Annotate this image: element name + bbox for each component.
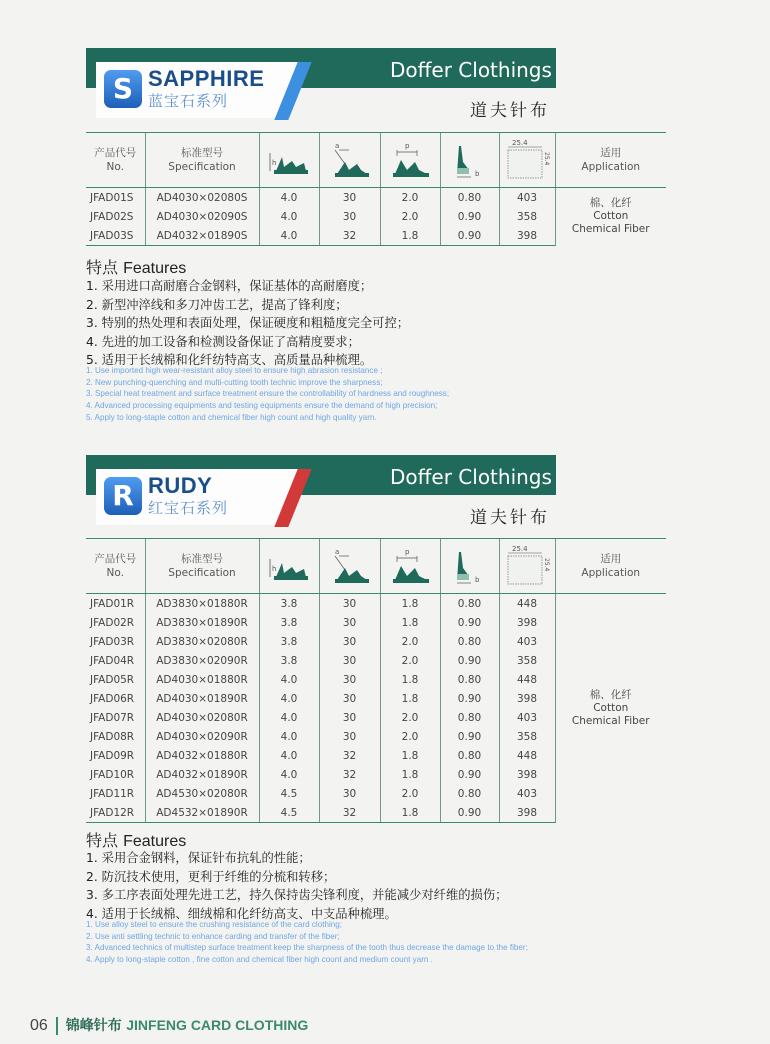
features-heading: 特点 Features bbox=[86, 831, 187, 850]
cell-b: 0.80 bbox=[440, 594, 499, 614]
cell-density: 358 bbox=[499, 651, 555, 670]
cell-h: 4.0 bbox=[259, 670, 319, 689]
features-cn-list bbox=[86, 849, 507, 923]
sapphire-logo-icon: S bbox=[104, 70, 142, 108]
feature-item: 1. 采用合金钢料，保证针布抗轧的性能； bbox=[86, 851, 311, 865]
page-title-cn: 道夫针布 bbox=[470, 508, 550, 528]
cell-spec: AD3830×01880R bbox=[145, 594, 259, 614]
cell-code: JFAD02S bbox=[90, 210, 134, 223]
cell-density: 358 bbox=[499, 207, 555, 226]
table-row bbox=[86, 594, 666, 614]
cell-density: 398 bbox=[499, 613, 555, 632]
page-footer bbox=[30, 1015, 308, 1035]
cell-a: 30 bbox=[319, 651, 380, 670]
cell-b: 0.80 bbox=[440, 632, 499, 651]
cell-h: 3.8 bbox=[259, 632, 319, 651]
svg-text:b: b bbox=[474, 170, 479, 178]
cell-density: 448 bbox=[499, 746, 555, 765]
feature-item: 1. 采用进口高耐磨合金钢料，保证基体的高耐磨度； bbox=[86, 279, 373, 293]
cell-density: 403 bbox=[499, 632, 555, 651]
cell-spec: AD4530×02080R bbox=[145, 784, 259, 803]
tooth-height-icon bbox=[259, 539, 319, 594]
cell-code: JFAD11R bbox=[90, 787, 135, 800]
cell-code: JFAD10R bbox=[90, 768, 135, 781]
svg-text:25.4: 25.4 bbox=[543, 152, 550, 166]
cell-h: 4.0 bbox=[259, 708, 319, 727]
cell-p: 2.0 bbox=[380, 632, 440, 651]
svg-text:p: p bbox=[405, 548, 410, 556]
cell-b: 0.80 bbox=[440, 670, 499, 689]
cell-h: 4.0 bbox=[259, 226, 319, 246]
cell-code: JFAD04R bbox=[90, 654, 135, 667]
feature-item: 2. 防沉技术使用，更利于纤维的分梳和转移； bbox=[86, 869, 336, 884]
cell-h: 3.8 bbox=[259, 651, 319, 670]
page-title: Doffer Clothings bbox=[390, 58, 552, 82]
feature-item: 1. Use alloy steel to ensure the crushing resistance of the card clothing; bbox=[86, 920, 342, 929]
rudy-spec-table bbox=[86, 538, 666, 823]
cell-p: 1.8 bbox=[380, 613, 440, 632]
cell-b: 0.80 bbox=[440, 708, 499, 727]
cell-p: 1.8 bbox=[380, 670, 440, 689]
feature-item: 2. 新型冲淬线和多刀冲齿工艺，提高了锋利度； bbox=[86, 297, 348, 312]
cell-h: 4.5 bbox=[259, 784, 319, 803]
feature-item: 4. Apply to long-staple cotton , fine cotton and chemical fiber high count and medium count yarn . bbox=[86, 955, 433, 965]
cell-code: JFAD06R bbox=[90, 692, 135, 705]
tooth-density-icon bbox=[499, 539, 555, 594]
cell-p: 1.8 bbox=[380, 689, 440, 708]
feature-item: 4. 适用于长绒棉、细绒棉和化纤纺高支、中支品种梳理。 bbox=[86, 906, 397, 921]
svg-text:b: b bbox=[474, 576, 479, 584]
cell-h: 4.0 bbox=[259, 765, 319, 784]
rudy-banner bbox=[86, 455, 556, 527]
cell-code: JFAD01S bbox=[90, 191, 134, 204]
feature-item: 5. Apply to long-staple cotton and chemical fiber high count and high quality yarn. bbox=[86, 412, 377, 422]
col-application: 适用 Application bbox=[555, 539, 666, 594]
col-spec: 标准型号 Specification bbox=[145, 539, 259, 594]
cell-a: 30 bbox=[319, 727, 380, 746]
rudy-section bbox=[86, 455, 666, 975]
cell-p: 2.0 bbox=[380, 727, 440, 746]
feature-item: 3. Special heat treatment and surface treatment ensure the controllability of hardness and roughness; bbox=[86, 389, 450, 399]
cell-a: 32 bbox=[319, 746, 380, 765]
svg-text:a: a bbox=[334, 548, 339, 556]
cell-spec: AD4032×01890R bbox=[145, 765, 259, 784]
cell-density: 448 bbox=[499, 594, 555, 614]
svg-text:25.4: 25.4 bbox=[543, 558, 550, 572]
tooth-pitch-icon bbox=[380, 539, 440, 594]
cell-a: 30 bbox=[319, 188, 380, 208]
cell-density: 398 bbox=[499, 226, 555, 246]
cell-spec: AD4030×01880R bbox=[145, 670, 259, 689]
cell-a: 30 bbox=[319, 632, 380, 651]
cell-code: JFAD12R bbox=[86, 803, 145, 823]
cell-spec: AD4030×01890R bbox=[145, 689, 259, 708]
cell-b: 0.90 bbox=[440, 207, 499, 226]
features-heading: 特点 Features bbox=[86, 258, 187, 277]
cell-b: 0.90 bbox=[440, 803, 499, 823]
cell-code: JFAD07R bbox=[90, 711, 135, 724]
cell-b: 0.80 bbox=[440, 746, 499, 765]
cell-density: 398 bbox=[499, 765, 555, 784]
brand-name-en: JINFENG CARD CLOTHING bbox=[126, 1017, 309, 1033]
rudy-logo-icon: R bbox=[104, 477, 142, 515]
feature-item: 5. 适用于长绒棉和化纤纺特高支、高质量品种梳理。 bbox=[86, 353, 373, 367]
svg-text:h: h bbox=[272, 565, 277, 573]
cell-spec: AD3830×02080R bbox=[145, 632, 259, 651]
series-name: RUDY bbox=[148, 473, 213, 498]
cell-h: 4.0 bbox=[259, 207, 319, 226]
svg-text:a: a bbox=[334, 142, 339, 150]
sapphire-spec-table bbox=[86, 132, 666, 246]
cell-a: 30 bbox=[319, 613, 380, 632]
col-spec: 标准型号 Specification bbox=[145, 133, 259, 188]
cell-spec: AD4032×01880R bbox=[145, 746, 259, 765]
cell-spec: AD4030×02090S bbox=[145, 207, 259, 226]
cell-p: 2.0 bbox=[380, 708, 440, 727]
series-name-cn: 蓝宝石系列 bbox=[148, 92, 229, 110]
cell-code: JFAD02R bbox=[90, 616, 135, 629]
series-name-cn: 红宝石系列 bbox=[148, 499, 229, 517]
cell-b: 0.90 bbox=[440, 689, 499, 708]
feature-item: 2. Use anti settling technic to enhance carding and transfer of the fiber; bbox=[86, 931, 340, 941]
cell-a: 30 bbox=[319, 689, 380, 708]
feature-item: 3. Advanced technics of multistep surface treatment keep the sharpness of the tooth thus decrease the damage to the fiber; bbox=[86, 943, 528, 953]
cell-code: JFAD05R bbox=[90, 673, 135, 686]
table-row bbox=[86, 188, 666, 208]
cell-p: 2.0 bbox=[380, 207, 440, 226]
cell-b: 0.80 bbox=[440, 188, 499, 208]
application-cell: 棉、化纤 Cotton Chemical Fiber bbox=[555, 188, 666, 246]
cell-code: JFAD08R bbox=[90, 730, 135, 743]
tooth-angle-icon bbox=[319, 133, 380, 188]
cell-h: 4.0 bbox=[259, 746, 319, 765]
page-title-cn: 道夫针布 bbox=[470, 101, 550, 121]
feature-item: 3. 多工序表面处理先进工艺，持久保持齿尖锋利度，并能减少对纤维的损伤； bbox=[86, 888, 508, 902]
cell-b: 0.90 bbox=[440, 727, 499, 746]
cell-code: JFAD01R bbox=[90, 597, 135, 610]
cell-b: 0.90 bbox=[440, 765, 499, 784]
cell-h: 4.0 bbox=[259, 188, 319, 208]
col-application: 适用 Application bbox=[555, 133, 666, 188]
svg-text:25.4: 25.4 bbox=[512, 139, 528, 147]
cell-a: 32 bbox=[319, 226, 380, 246]
cell-h: 4.5 bbox=[259, 803, 319, 823]
cell-h: 3.8 bbox=[259, 613, 319, 632]
cell-density: 398 bbox=[499, 689, 555, 708]
cell-density: 403 bbox=[499, 784, 555, 803]
cell-p: 1.8 bbox=[380, 765, 440, 784]
svg-text:25.4: 25.4 bbox=[512, 545, 528, 553]
page-title: Doffer Clothings bbox=[390, 465, 552, 489]
features-en-list bbox=[86, 919, 528, 966]
cell-code: JFAD03R bbox=[90, 635, 135, 648]
cell-a: 30 bbox=[319, 784, 380, 803]
table-header-row bbox=[86, 133, 666, 188]
series-name: SAPPHIRE bbox=[148, 66, 265, 91]
cell-p: 1.8 bbox=[380, 746, 440, 765]
feature-item: 3. 特别的热处理和表面处理，保证硬度和粗糙度完全可控； bbox=[86, 316, 410, 330]
cell-b: 0.80 bbox=[440, 784, 499, 803]
cell-a: 32 bbox=[319, 765, 380, 784]
cell-code: JFAD03S bbox=[86, 226, 145, 246]
brand-name-cn: 锦峰针布 bbox=[65, 1018, 122, 1034]
page-number: 06 bbox=[30, 1017, 48, 1034]
wire-base-icon bbox=[440, 133, 499, 188]
cell-density: 403 bbox=[499, 708, 555, 727]
cell-a: 32 bbox=[319, 803, 380, 823]
features-cn-list bbox=[86, 277, 409, 370]
cell-p: 1.8 bbox=[380, 803, 440, 823]
cell-h: 4.0 bbox=[259, 727, 319, 746]
cell-h: 3.8 bbox=[259, 594, 319, 614]
sapphire-section bbox=[86, 48, 666, 433]
cell-p: 2.0 bbox=[380, 784, 440, 803]
feature-item: 2. New punching-quenching and multi-cutting tooth technic improve the sharpness; bbox=[86, 377, 383, 387]
table-header-row bbox=[86, 539, 666, 594]
col-code: 产品代号 No. bbox=[86, 133, 145, 188]
cell-density: 403 bbox=[499, 188, 555, 208]
cell-code: JFAD09R bbox=[90, 749, 135, 762]
cell-p: 2.0 bbox=[380, 651, 440, 670]
col-code: 产品代号 No. bbox=[86, 539, 145, 594]
svg-text:p: p bbox=[405, 142, 410, 150]
tooth-density-icon bbox=[499, 133, 555, 188]
cell-a: 30 bbox=[319, 670, 380, 689]
cell-a: 30 bbox=[319, 708, 380, 727]
cell-spec: AD3830×01890R bbox=[145, 613, 259, 632]
cell-b: 0.90 bbox=[440, 613, 499, 632]
svg-text:h: h bbox=[272, 159, 277, 167]
cell-p: 1.8 bbox=[380, 594, 440, 614]
tooth-angle-icon bbox=[319, 539, 380, 594]
cell-b: 0.90 bbox=[440, 651, 499, 670]
cell-density: 398 bbox=[499, 803, 555, 823]
cell-p: 1.8 bbox=[380, 226, 440, 246]
cell-h: 4.0 bbox=[259, 689, 319, 708]
cell-density: 448 bbox=[499, 670, 555, 689]
cell-b: 0.90 bbox=[440, 226, 499, 246]
cell-a: 30 bbox=[319, 207, 380, 226]
cell-spec: AD4532×01890R bbox=[145, 803, 259, 823]
cell-spec: AD4030×02090R bbox=[145, 727, 259, 746]
cell-spec: AD4032×01890S bbox=[145, 226, 259, 246]
cell-spec: AD3830×02090R bbox=[145, 651, 259, 670]
application-cell: 棉、化纤 Cotton Chemical Fiber bbox=[555, 594, 666, 823]
cell-a: 30 bbox=[319, 594, 380, 614]
tooth-pitch-icon bbox=[380, 133, 440, 188]
cell-density: 358 bbox=[499, 727, 555, 746]
cell-spec: AD4030×02080S bbox=[145, 188, 259, 208]
footer-divider bbox=[56, 1017, 58, 1035]
tooth-height-icon bbox=[259, 133, 319, 188]
sapphire-banner bbox=[86, 48, 556, 120]
wire-base-icon bbox=[440, 539, 499, 594]
cell-p: 2.0 bbox=[380, 188, 440, 208]
cell-spec: AD4030×02080R bbox=[145, 708, 259, 727]
feature-item: 1. Use imported high wear-resistant alloy steel to ensure high abrasion resistance ; bbox=[86, 366, 383, 375]
feature-item: 4. 先进的加工设备和检测设备保证了高精度要求； bbox=[86, 334, 360, 349]
features-en-list bbox=[86, 365, 449, 424]
feature-item: 4. Advanced processing equipments and testing equipments ensure the demand of high precision; bbox=[86, 401, 438, 411]
